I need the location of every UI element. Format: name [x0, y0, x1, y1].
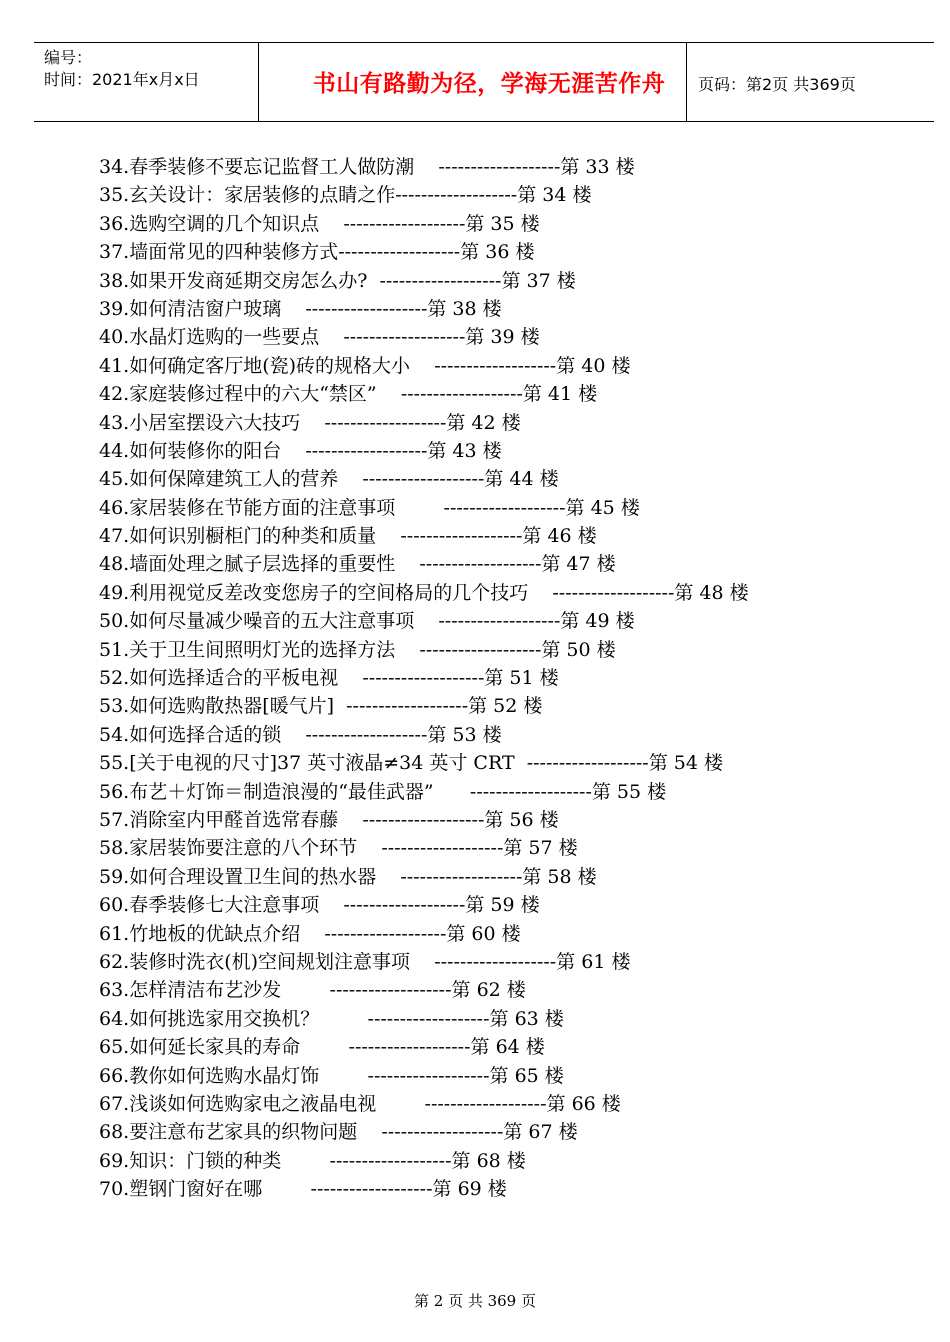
toc-entry-floor: 第 53 楼 [427, 723, 502, 746]
toc-entry-title: 42.家庭装修过程中的六大“禁区” [99, 383, 377, 406]
toc-entry-gap [281, 298, 305, 320]
toc-entry-floor: 第 51 楼 [484, 667, 559, 690]
toc-entry [99, 976, 919, 1004]
toc-entry-floor: 第 33 楼 [560, 156, 635, 178]
toc-entry-leader: ------------------- [338, 241, 461, 264]
toc-entry [99, 210, 919, 238]
toc-entry-title: 40.水晶灯选购的一些要点 [99, 326, 320, 349]
toc-entry [99, 437, 919, 465]
toc-entry-floor: 第 37 楼 [501, 269, 576, 292]
toc-entry-title: 44.如何装修你的阳台 [99, 439, 282, 462]
toc-entry-floor: 第 64 楼 [470, 1036, 545, 1059]
toc-entry-gap [357, 1121, 381, 1143]
toc-entry-floor: 第 56 楼 [484, 808, 559, 831]
toc-entry [99, 465, 919, 493]
toc-entry [99, 920, 919, 948]
toc-entry-gap [338, 809, 362, 831]
toc-entry-title: 36.选购空调的几个知识点 [99, 212, 320, 235]
toc-entry-gap [281, 724, 305, 746]
toc-entry-floor: 第 44 楼 [484, 468, 559, 491]
toc-entry [99, 409, 919, 437]
toc-entry-title: 47.如何识别橱柜门的种类和质量 [99, 525, 377, 548]
toc-entry-leader: ------------------- [379, 269, 502, 292]
header-divider-right [686, 43, 687, 121]
toc-entry-title: 46.家居装修在节能方面的注意事项 [99, 496, 396, 519]
toc-entry [99, 295, 919, 323]
document-meta [44, 47, 200, 91]
toc-entry-title: 57.消除室内甲醛首选常春藤 [99, 808, 339, 831]
toc-entry [99, 267, 919, 295]
toc-entry-floor: 第 49 楼 [560, 610, 635, 633]
toc-entry-floor: 第 50 楼 [541, 638, 616, 661]
toc-entry-leader: ------------------- [526, 752, 649, 775]
toc-entry [99, 1062, 919, 1090]
toc-entry-leader: ------------------- [419, 553, 542, 576]
toc-entry [99, 1175, 919, 1203]
toc-entry-title: 37.墙面常见的四种装修方式 [99, 241, 339, 264]
toc-entry-title: 58.家居装饰要注意的八个环节 [99, 837, 358, 860]
toc-entry-leader: ------------------- [438, 610, 561, 633]
toc-entry-gap [357, 837, 381, 859]
toc-entry [99, 692, 919, 720]
toc-entry-floor: 第 39 楼 [465, 326, 540, 349]
toc-entry [99, 778, 919, 806]
table-of-contents [99, 153, 919, 1203]
toc-entry-title: 50.如何尽量减少噪音的五大注意事项 [99, 610, 415, 633]
toc-entry-floor: 第 67 楼 [503, 1121, 578, 1144]
toc-entry-leader: ------------------- [424, 1092, 547, 1115]
toc-entry-gap [395, 497, 443, 519]
toc-entry-floor: 第 52 楼 [468, 695, 543, 718]
toc-entry-floor: 第 55 楼 [591, 780, 667, 803]
toc-entry-floor: 第 66 楼 [546, 1092, 621, 1115]
toc-entry-floor: 第 58 楼 [522, 865, 597, 888]
toc-entry-floor: 第 42 楼 [446, 411, 521, 434]
toc-entry-floor: 第 65 楼 [489, 1064, 564, 1087]
toc-entry-title: 51.关于卫生间照明灯光的选择方法 [99, 638, 396, 661]
toc-entry-gap [281, 440, 305, 462]
toc-entry-title: 53.如何选购散热器[暖气片] [99, 695, 335, 718]
toc-entry-floor: 第 45 楼 [565, 496, 640, 519]
toc-entry-floor: 第 60 楼 [446, 922, 521, 945]
toc-entry-gap [319, 1065, 367, 1087]
toc-entry-title: 38.如果开发商延期交房怎么办? [99, 269, 368, 292]
toc-entry-floor: 第 43 楼 [427, 439, 502, 462]
toc-entry [99, 352, 919, 380]
toc-entry-gap [434, 781, 470, 803]
toc-entry-title: 66.教你如何选购水晶灯饰 [99, 1064, 320, 1087]
toc-entry-gap [319, 894, 343, 916]
toc-entry-gap [414, 156, 438, 178]
toc-entry [99, 749, 919, 777]
toc-entry-floor: 第 68 楼 [451, 1149, 526, 1172]
header-page-indicator: 页码：第2页 共369页 [698, 75, 856, 94]
toc-entry-floor: 第 34 楼 [517, 184, 592, 207]
toc-entry-gap [377, 383, 401, 405]
toc-entry [99, 323, 919, 351]
toc-entry-gap [300, 412, 324, 434]
toc-entry-title: 52.如何选择适合的平板电视 [99, 667, 339, 690]
toc-entry-leader: ------------------- [305, 723, 428, 746]
toc-entry-leader: ------------------- [343, 894, 466, 917]
toc-entry-title: 65.如何延长家具的寿命 [99, 1036, 301, 1059]
toc-entry-gap [410, 951, 434, 973]
toc-entry-leader: ------------------- [324, 411, 447, 434]
toc-entry-gap [414, 610, 438, 632]
toc-entry-leader: ------------------- [343, 326, 466, 349]
toc-entry [99, 1118, 919, 1146]
toc-entry [99, 863, 919, 891]
toc-entry-gap [281, 1150, 329, 1172]
toc-entry-gap [376, 1093, 424, 1115]
toc-entry-floor: 第 38 楼 [427, 297, 502, 320]
toc-entry-leader: ------------------- [324, 922, 447, 945]
header-motto: 书山有路勤为径，学海无涯苦作舟 [312, 71, 666, 97]
toc-entry-gap [281, 979, 329, 1001]
toc-entry-floor: 第 36 楼 [460, 241, 535, 264]
toc-entry-gap [300, 1036, 348, 1058]
document-time-label: 时间：2021年x月x日 [44, 70, 200, 89]
toc-entry-title: 60.春季装修七大注意事项 [99, 894, 320, 917]
toc-entry [99, 1090, 919, 1118]
toc-entry [99, 834, 919, 862]
toc-entry [99, 1147, 919, 1175]
toc-entry [99, 579, 919, 607]
toc-entry [99, 948, 919, 976]
toc-entry-leader: ------------------- [305, 439, 428, 462]
toc-entry-leader: ------------------- [362, 808, 485, 831]
toc-entry [99, 636, 919, 664]
toc-entry-leader: ------------------- [443, 496, 566, 519]
toc-entry-leader: ------------------- [343, 212, 466, 235]
page-header [34, 42, 934, 122]
toc-entry-leader: ------------------- [381, 1121, 504, 1144]
toc-entry-title: 34.春季装修不要忘记监督工人做防潮 [99, 156, 415, 178]
toc-entry-floor: 第 35 楼 [465, 212, 540, 235]
document-number-label: 编号： [44, 48, 93, 67]
toc-entry-gap [395, 639, 419, 661]
toc-entry-gap [410, 355, 434, 377]
toc-entry-title: 35.玄关设计：家居装修的点睛之作 [99, 184, 396, 207]
toc-entry-leader: ------------------- [305, 297, 428, 320]
toc-entry-title: 41.如何确定客厅地(瓷)砖的规格大小 [99, 354, 411, 377]
toc-entry-title: 54.如何选择合适的锁 [99, 723, 282, 746]
toc-entry-leader: ------------------- [469, 780, 592, 803]
toc-entry-gap [300, 923, 324, 945]
toc-entry-floor: 第 57 楼 [503, 837, 578, 860]
toc-entry-leader: ------------------- [367, 1007, 490, 1030]
toc-entry-gap [367, 270, 379, 292]
toc-entry-leader: ------------------- [434, 354, 557, 377]
toc-entry-leader: ------------------- [434, 950, 557, 973]
toc-entry-leader: ------------------- [552, 581, 675, 604]
toc-entry-floor: 第 62 楼 [451, 979, 526, 1002]
toc-entry-leader: ------------------- [310, 1178, 433, 1201]
toc-entry-gap [319, 1008, 367, 1030]
toc-entry-floor: 第 54 楼 [648, 752, 723, 775]
toc-entry-leader: ------------------- [400, 383, 523, 406]
toc-entry-floor: 第 41 楼 [522, 383, 598, 406]
toc-entry [99, 550, 919, 578]
toc-entry-title: 67.浅谈如何选购家电之液晶电视 [99, 1092, 377, 1115]
toc-entry [99, 721, 919, 749]
toc-entry-title: 43.小居室摆设六大技巧 [99, 411, 301, 434]
toc-entry [99, 238, 919, 266]
toc-entry-leader: ------------------- [348, 1036, 471, 1059]
toc-entry [99, 891, 919, 919]
toc-entry-leader: ------------------- [381, 837, 504, 860]
toc-entry-title: 62.装修时洗衣(机)空间规划注意事项 [99, 950, 411, 973]
toc-entry-title: 45.如何保障建筑工人的营养 [99, 468, 339, 491]
toc-entry-gap [395, 553, 419, 575]
toc-entry-leader: ------------------- [438, 156, 561, 178]
toc-entry-title: 69.知识：门锁的种类 [99, 1149, 282, 1172]
toc-entry-floor: 第 61 楼 [556, 950, 631, 973]
toc-entry-floor: 第 47 楼 [541, 553, 616, 576]
toc-entry-leader: ------------------- [362, 468, 485, 491]
toc-entry-title: 63.怎样清洁布艺沙发 [99, 979, 282, 1002]
toc-entry-gap [338, 667, 362, 689]
toc-entry-gap [515, 752, 527, 774]
toc-entry-leader: ------------------- [367, 1064, 490, 1087]
toc-entry-floor: 第 46 楼 [522, 525, 597, 548]
toc-entry-leader: ------------------- [346, 695, 469, 718]
toc-entry-leader: ------------------- [419, 638, 542, 661]
toc-entry-title: 56.布艺＋灯饰＝制造浪漫的“最佳武器” [99, 780, 434, 803]
toc-entry [99, 806, 919, 834]
toc-entry-title: 59.如何合理设置卫生间的热水器 [99, 865, 377, 888]
toc-entry-leader: ------------------- [362, 667, 485, 690]
toc-entry-title: 48.墙面处理之腻子层选择的重要性 [99, 553, 396, 576]
toc-entry-title: 64.如何挑选家用交换机？ [99, 1007, 320, 1030]
toc-entry-leader: ------------------- [395, 184, 518, 207]
toc-entry [99, 494, 919, 522]
toc-entry-leader: ------------------- [400, 865, 523, 888]
toc-entry-gap [338, 468, 362, 490]
toc-entry-floor: 第 40 楼 [556, 354, 631, 377]
toc-entry [99, 607, 919, 635]
toc-entry-leader: ------------------- [329, 979, 452, 1002]
toc-entry [99, 153, 919, 181]
toc-entry-gap [334, 695, 346, 717]
page-footer: 第 2 页 共 369 页 [413, 1292, 536, 1310]
toc-entry-title: 55.[关于电视的尺寸]37 英寸液晶≠34 英寸 CRT [99, 752, 515, 775]
toc-entry-title: 49.利用视觉反差改变您房子的空间格局的几个技巧 [99, 581, 529, 604]
toc-entry [99, 380, 919, 408]
toc-entry [99, 181, 919, 209]
toc-entry-floor: 第 63 楼 [489, 1007, 564, 1030]
toc-entry-title: 61.竹地板的优缺点介绍 [99, 922, 301, 945]
toc-entry [99, 1033, 919, 1061]
toc-entry-floor: 第 59 楼 [465, 894, 540, 917]
toc-entry [99, 664, 919, 692]
toc-entry-leader: ------------------- [400, 525, 523, 548]
toc-entry-gap [319, 326, 343, 348]
toc-entry [99, 1005, 919, 1033]
toc-entry-title: 39.如何清洁窗户玻璃 [99, 297, 282, 320]
toc-entry [99, 522, 919, 550]
toc-entry-leader: ------------------- [329, 1149, 452, 1172]
toc-entry-gap [262, 1178, 310, 1200]
toc-entry-floor: 第 69 楼 [432, 1178, 507, 1201]
toc-entry-floor: 第 48 楼 [674, 581, 749, 604]
toc-entry-gap [319, 213, 343, 235]
toc-entry-gap [376, 866, 400, 888]
toc-entry-gap [528, 582, 552, 604]
toc-entry-gap [376, 525, 400, 547]
toc-entry-title: 68.要注意布艺家具的织物问题 [99, 1121, 358, 1144]
toc-entry-title: 70.塑钢门窗好在哪 [99, 1178, 263, 1201]
